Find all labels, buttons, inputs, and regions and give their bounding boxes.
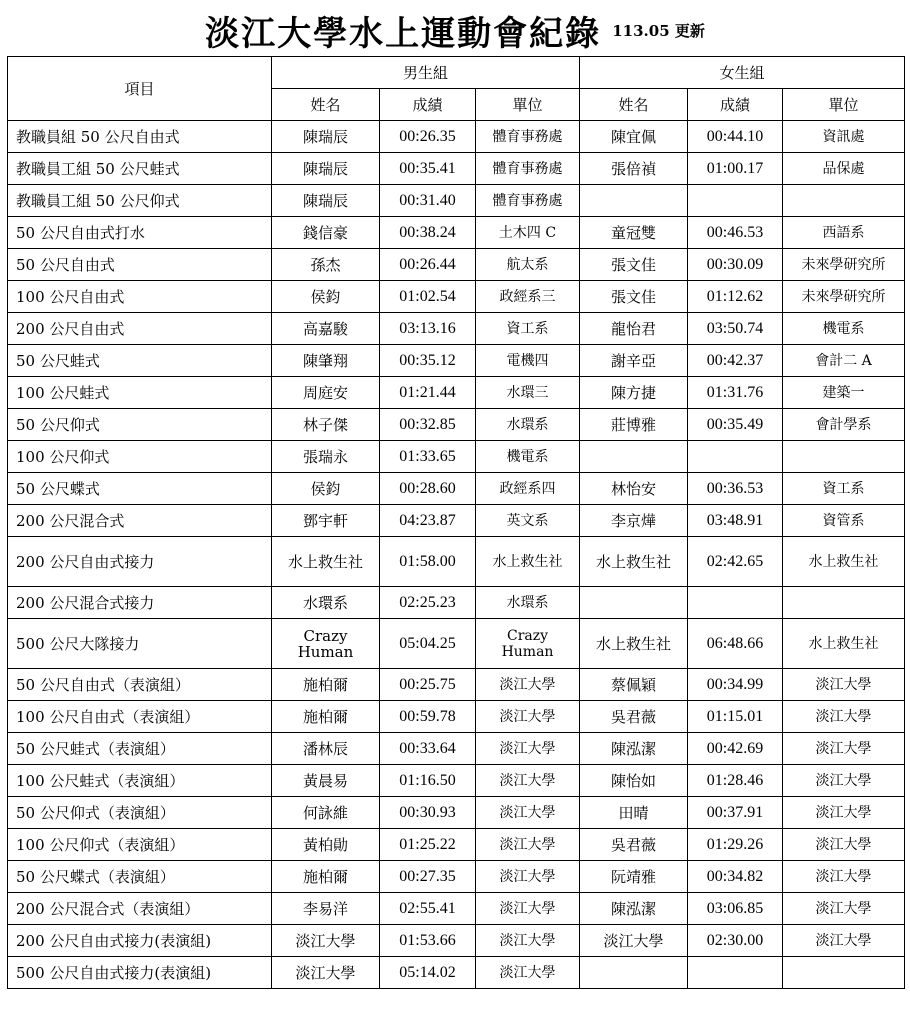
event-cell: 50 公尺自由式 (8, 249, 272, 281)
female-score-cell: 00:37.91 (688, 797, 783, 829)
table-row (8, 957, 905, 989)
male-unit-cell: 水環系 (476, 409, 580, 441)
event-cell: 50 公尺自由式（表演組） (8, 669, 272, 701)
female-unit-cell: 未來學研究所 (783, 281, 905, 313)
event-cell: 50 公尺仰式 (8, 409, 272, 441)
event-cell: 100 公尺仰式 (8, 441, 272, 473)
female-name-cell: 張文佳 (580, 281, 688, 313)
table-row (8, 121, 905, 153)
table-row (8, 765, 905, 797)
female-score-cell: 02:30.00 (688, 925, 783, 957)
event-cell: 50 公尺蝶式（表演組） (8, 861, 272, 893)
female-group-header: 女生組 (580, 57, 905, 89)
event-cell: 50 公尺自由式打水 (8, 217, 272, 249)
female-unit-cell: 淡江大學 (783, 765, 905, 797)
event-cell: 200 公尺自由式 (8, 313, 272, 345)
female-score-cell: 00:46.53 (688, 217, 783, 249)
male-unit-cell: 政經系四 (476, 473, 580, 505)
male-name-cell: 陳肇翔 (272, 345, 380, 377)
female-name-cell: 陳宜佩 (580, 121, 688, 153)
table-row (8, 441, 905, 473)
table-row (8, 313, 905, 345)
table-row (8, 345, 905, 377)
male-unit-cell: Crazy Human (476, 619, 580, 669)
male-score-cell: 00:27.35 (380, 861, 476, 893)
table-row (8, 185, 905, 217)
male-name-cell: 錢信豪 (272, 217, 380, 249)
female-name-cell: 童冠雙 (580, 217, 688, 249)
female-score-cell (688, 441, 783, 473)
event-cell: 教職員工組 50 公尺蛙式 (8, 153, 272, 185)
table-row (8, 701, 905, 733)
female-unit-cell: 未來學研究所 (783, 249, 905, 281)
female-name-cell: 張文佳 (580, 249, 688, 281)
male-name-cell: 周庭安 (272, 377, 380, 409)
male-score-cell: 04:23.87 (380, 505, 476, 537)
male-name-cell: 陳瑞辰 (272, 153, 380, 185)
table-row (8, 619, 905, 669)
table-row (8, 733, 905, 765)
male-score-cell: 00:33.64 (380, 733, 476, 765)
records-table (7, 56, 905, 989)
male-score-cell: 05:14.02 (380, 957, 476, 989)
table-row (8, 537, 905, 587)
female-score-cell: 00:34.82 (688, 861, 783, 893)
female-unit-cell: 機電系 (783, 313, 905, 345)
event-cell: 200 公尺自由式接力 (8, 537, 272, 587)
male-score-cell: 00:59.78 (380, 701, 476, 733)
male-unit-cell: 體育事務處 (476, 153, 580, 185)
table-row (8, 893, 905, 925)
male-name-cell: 淡江大學 (272, 957, 380, 989)
male-name-cell: 陳瑞辰 (272, 121, 380, 153)
female-unit-cell: 會計學系 (783, 409, 905, 441)
male-score-cell: 00:35.12 (380, 345, 476, 377)
male-score-cell: 00:35.41 (380, 153, 476, 185)
male-score-cell: 00:28.60 (380, 473, 476, 505)
male-unit-cell: 水環系 (476, 587, 580, 619)
female-score-cell: 00:35.49 (688, 409, 783, 441)
male-name-cell: 淡江大學 (272, 925, 380, 957)
male-unit-cell: 土木四 C (476, 217, 580, 249)
female-unit-cell: 西語系 (783, 217, 905, 249)
female-score-cell: 00:44.10 (688, 121, 783, 153)
female-name-cell: 吳君薇 (580, 701, 688, 733)
female-name-cell: 莊博雅 (580, 409, 688, 441)
female-unit-cell: 水上救生社 (783, 537, 905, 587)
female-score-cell (688, 957, 783, 989)
male-score-cell: 01:16.50 (380, 765, 476, 797)
female-score-cell: 00:42.69 (688, 733, 783, 765)
table-row (8, 505, 905, 537)
event-cell: 50 公尺蝶式 (8, 473, 272, 505)
update-note: 113.05 更新 (612, 22, 705, 40)
male-score-cell: 00:25.75 (380, 669, 476, 701)
male-score-cell: 01:25.22 (380, 829, 476, 861)
female-unit-cell: 水上救生社 (783, 619, 905, 669)
table-row (8, 153, 905, 185)
male-name-cell: 侯鈞 (272, 281, 380, 313)
female-unit-cell: 淡江大學 (783, 797, 905, 829)
event-cell: 50 公尺仰式（表演組） (8, 797, 272, 829)
female-name-cell: 謝辛亞 (580, 345, 688, 377)
male-unit-cell: 淡江大學 (476, 701, 580, 733)
table-body (8, 121, 905, 989)
female-score-cell: 01:29.26 (688, 829, 783, 861)
female-unit-header: 單位 (783, 89, 905, 121)
male-name-cell: 侯鈞 (272, 473, 380, 505)
female-unit-cell: 淡江大學 (783, 925, 905, 957)
female-name-cell: 阮靖雅 (580, 861, 688, 893)
male-name-cell: 李易洋 (272, 893, 380, 925)
male-score-cell: 02:55.41 (380, 893, 476, 925)
female-name-cell: 吳君薇 (580, 829, 688, 861)
female-unit-cell (783, 185, 905, 217)
male-score-cell: 00:26.44 (380, 249, 476, 281)
female-score-cell: 01:12.62 (688, 281, 783, 313)
female-name-cell: 陳泓潔 (580, 733, 688, 765)
male-unit-cell: 淡江大學 (476, 797, 580, 829)
event-cell: 500 公尺大隊接力 (8, 619, 272, 669)
female-name-cell: 陳方捷 (580, 377, 688, 409)
female-name-cell (580, 587, 688, 619)
table-row (8, 473, 905, 505)
event-cell: 200 公尺混合式接力 (8, 587, 272, 619)
male-score-cell: 03:13.16 (380, 313, 476, 345)
male-score-cell: 00:31.40 (380, 185, 476, 217)
female-name-cell: 張倍禎 (580, 153, 688, 185)
event-cell: 200 公尺自由式接力(表演組) (8, 925, 272, 957)
male-name-cell: 潘林辰 (272, 733, 380, 765)
female-score-cell (688, 587, 783, 619)
table-header (8, 57, 905, 121)
male-name-cell: 施柏爾 (272, 861, 380, 893)
table-row (8, 281, 905, 313)
male-unit-header: 單位 (476, 89, 580, 121)
male-name-cell: 施柏爾 (272, 701, 380, 733)
female-score-cell: 00:30.09 (688, 249, 783, 281)
female-name-cell (580, 957, 688, 989)
male-name-cell: 何詠維 (272, 797, 380, 829)
male-name-cell: 鄧宇軒 (272, 505, 380, 537)
male-score-cell: 02:25.23 (380, 587, 476, 619)
table-row (8, 829, 905, 861)
female-unit-cell (783, 441, 905, 473)
female-name-cell: 蔡佩穎 (580, 669, 688, 701)
male-unit-cell: 淡江大學 (476, 957, 580, 989)
female-unit-cell: 淡江大學 (783, 669, 905, 701)
event-cell: 100 公尺仰式（表演組） (8, 829, 272, 861)
male-unit-cell: 政經系三 (476, 281, 580, 313)
male-score-cell: 01:02.54 (380, 281, 476, 313)
male-name-cell: 高嘉駿 (272, 313, 380, 345)
female-unit-cell (783, 957, 905, 989)
male-unit-cell: 淡江大學 (476, 829, 580, 861)
female-score-header: 成績 (688, 89, 783, 121)
table-row (8, 797, 905, 829)
event-cell: 100 公尺自由式 (8, 281, 272, 313)
male-name-cell: 孫杰 (272, 249, 380, 281)
table-row (8, 587, 905, 619)
male-score-cell: 00:38.24 (380, 217, 476, 249)
female-score-cell: 01:31.76 (688, 377, 783, 409)
female-score-cell: 01:15.01 (688, 701, 783, 733)
event-cell: 教職員工組 50 公尺仰式 (8, 185, 272, 217)
male-name-cell: 林子傑 (272, 409, 380, 441)
male-name-cell: 水環系 (272, 587, 380, 619)
male-unit-cell: 淡江大學 (476, 925, 580, 957)
male-name-cell: 黃晨易 (272, 765, 380, 797)
female-name-cell: 水上救生社 (580, 537, 688, 587)
page-header (0, 6, 910, 54)
female-score-cell: 03:50.74 (688, 313, 783, 345)
female-score-cell: 00:36.53 (688, 473, 783, 505)
table-row (8, 925, 905, 957)
male-score-cell: 05:04.25 (380, 619, 476, 669)
table-row (8, 217, 905, 249)
female-name-cell: 李京燁 (580, 505, 688, 537)
female-unit-cell: 品保處 (783, 153, 905, 185)
male-score-cell: 01:21.44 (380, 377, 476, 409)
table-row (8, 377, 905, 409)
female-score-cell (688, 185, 783, 217)
table-row (8, 669, 905, 701)
female-name-cell: 水上救生社 (580, 619, 688, 669)
female-name-cell (580, 185, 688, 217)
male-unit-cell: 淡江大學 (476, 861, 580, 893)
male-group-header: 男生組 (272, 57, 580, 89)
female-score-cell: 02:42.65 (688, 537, 783, 587)
male-score-header: 成績 (380, 89, 476, 121)
male-name-cell: 張瑞永 (272, 441, 380, 473)
event-cell: 500 公尺自由式接力(表演組) (8, 957, 272, 989)
female-score-cell: 00:34.99 (688, 669, 783, 701)
male-unit-cell: 淡江大學 (476, 669, 580, 701)
event-cell: 100 公尺自由式（表演組） (8, 701, 272, 733)
male-score-cell: 00:30.93 (380, 797, 476, 829)
male-unit-cell: 淡江大學 (476, 893, 580, 925)
female-unit-cell: 資訊處 (783, 121, 905, 153)
female-unit-cell: 淡江大學 (783, 861, 905, 893)
male-unit-cell: 英文系 (476, 505, 580, 537)
male-name-cell: 陳瑞辰 (272, 185, 380, 217)
page-title: 淡江大學水上運動會紀錄 (205, 14, 602, 54)
female-name-cell: 淡江大學 (580, 925, 688, 957)
event-cell: 100 公尺蛙式（表演組） (8, 765, 272, 797)
male-name-header: 姓名 (272, 89, 380, 121)
female-score-cell: 01:00.17 (688, 153, 783, 185)
male-name-cell: Crazy Human (272, 619, 380, 669)
male-unit-cell: 航太系 (476, 249, 580, 281)
male-name-cell: 黃柏勛 (272, 829, 380, 861)
female-score-cell: 01:28.46 (688, 765, 783, 797)
male-name-cell: 水上救生社 (272, 537, 380, 587)
female-unit-cell: 淡江大學 (783, 829, 905, 861)
male-score-cell: 01:58.00 (380, 537, 476, 587)
female-score-cell: 00:42.37 (688, 345, 783, 377)
female-name-cell: 陳怡如 (580, 765, 688, 797)
event-cell: 200 公尺混合式（表演組） (8, 893, 272, 925)
male-unit-cell: 資工系 (476, 313, 580, 345)
female-score-cell: 06:48.66 (688, 619, 783, 669)
female-name-cell: 林怡安 (580, 473, 688, 505)
event-cell: 50 公尺蛙式（表演組） (8, 733, 272, 765)
female-unit-cell: 淡江大學 (783, 701, 905, 733)
female-name-cell: 龍怡君 (580, 313, 688, 345)
female-name-cell: 田晴 (580, 797, 688, 829)
male-unit-cell: 水上救生社 (476, 537, 580, 587)
female-unit-cell: 會計二 A (783, 345, 905, 377)
table-row (8, 861, 905, 893)
male-unit-cell: 淡江大學 (476, 733, 580, 765)
female-score-cell: 03:06.85 (688, 893, 783, 925)
male-name-cell: 施柏爾 (272, 669, 380, 701)
female-score-cell: 03:48.91 (688, 505, 783, 537)
male-score-cell: 01:33.65 (380, 441, 476, 473)
female-name-cell: 陳泓潔 (580, 893, 688, 925)
female-unit-cell: 資管系 (783, 505, 905, 537)
male-unit-cell: 機電系 (476, 441, 580, 473)
female-name-cell (580, 441, 688, 473)
male-unit-cell: 體育事務處 (476, 121, 580, 153)
male-unit-cell: 電機四 (476, 345, 580, 377)
item-header: 項目 (8, 57, 272, 121)
female-unit-cell: 資工系 (783, 473, 905, 505)
male-score-cell: 00:32.85 (380, 409, 476, 441)
female-name-header: 姓名 (580, 89, 688, 121)
female-unit-cell: 淡江大學 (783, 893, 905, 925)
event-cell: 200 公尺混合式 (8, 505, 272, 537)
table-row (8, 409, 905, 441)
table-row (8, 249, 905, 281)
female-unit-cell (783, 587, 905, 619)
event-cell: 100 公尺蛙式 (8, 377, 272, 409)
event-cell: 教職員組 50 公尺自由式 (8, 121, 272, 153)
male-unit-cell: 淡江大學 (476, 765, 580, 797)
male-unit-cell: 水環三 (476, 377, 580, 409)
female-unit-cell: 建築一 (783, 377, 905, 409)
event-cell: 50 公尺蛙式 (8, 345, 272, 377)
female-unit-cell: 淡江大學 (783, 733, 905, 765)
header-row-groups (8, 57, 905, 89)
male-score-cell: 00:26.35 (380, 121, 476, 153)
male-score-cell: 01:53.66 (380, 925, 476, 957)
male-unit-cell: 體育事務處 (476, 185, 580, 217)
